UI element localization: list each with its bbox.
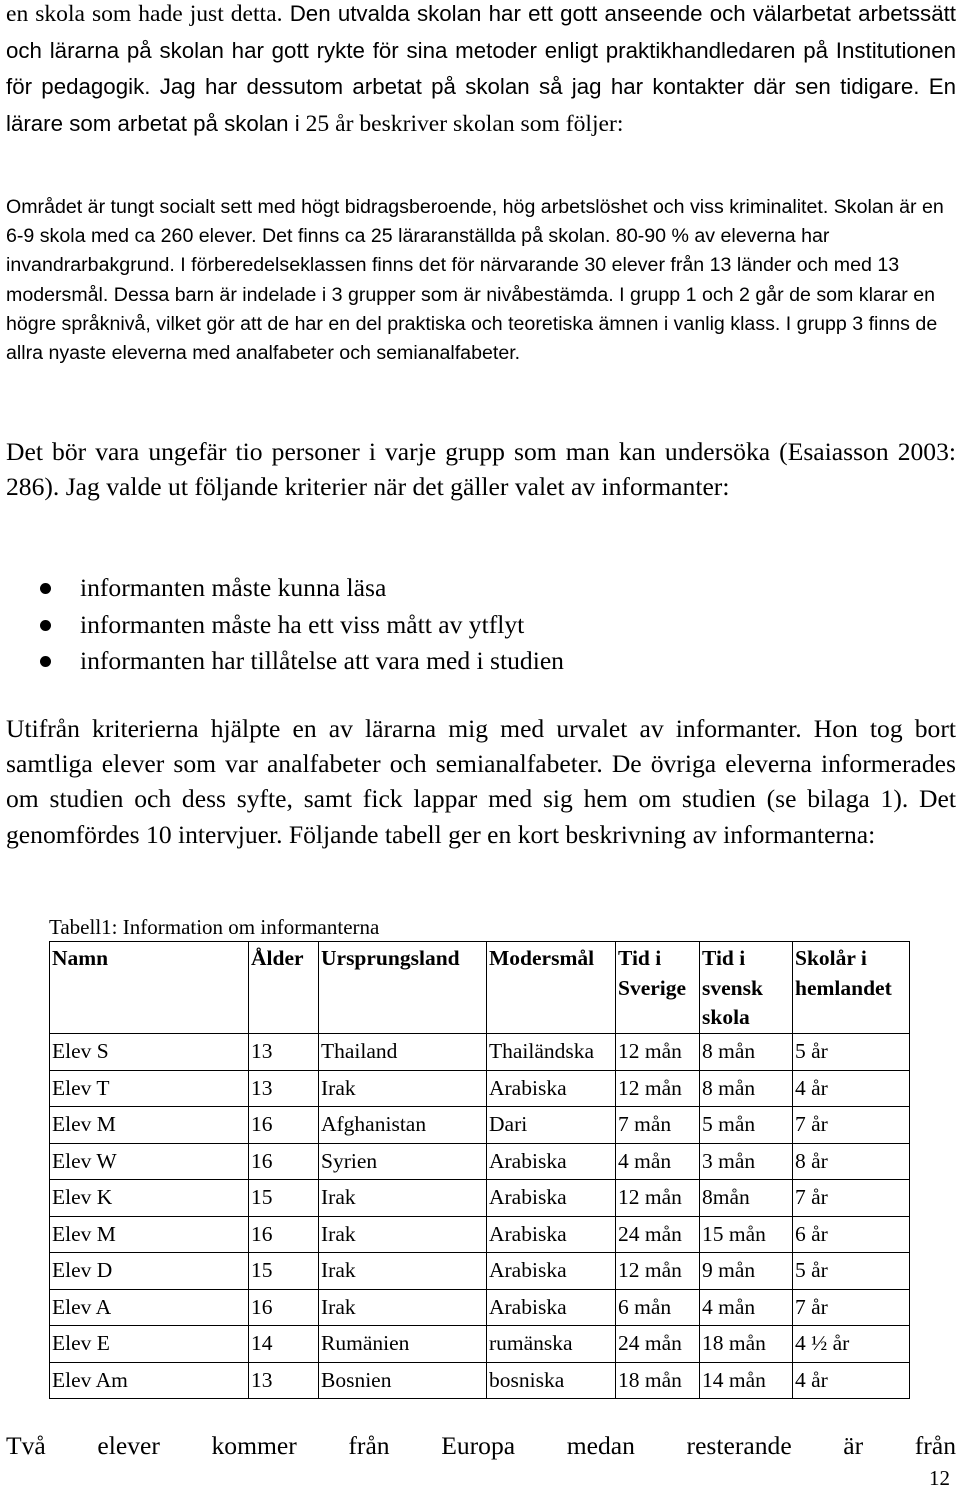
- table-cell: Arabiska: [487, 1253, 616, 1290]
- bullet-icon: [40, 620, 51, 631]
- table-header-cell: Tid i svensk skola: [700, 942, 793, 1034]
- table-header-row: [50, 942, 910, 1034]
- intro-serif-tail: 25 år beskriver skolan som följer:: [299, 110, 624, 137]
- table-body: [50, 1034, 910, 1399]
- table-cell: Syrien: [319, 1143, 487, 1180]
- table-cell: Arabiska: [487, 1289, 616, 1326]
- criteria-text: informanten har tillåtelse att vara med i studien: [80, 646, 564, 675]
- table-cell: 15: [249, 1253, 319, 1290]
- table-header-cell: Namn: [50, 942, 249, 1034]
- table-cell: Arabiska: [487, 1070, 616, 1107]
- table-row: [50, 1289, 910, 1326]
- table-cell: Elev S: [50, 1034, 249, 1071]
- final-line: Två elever kommer från Europa medan resterande är från: [6, 1431, 956, 1460]
- table-cell: 7 år: [793, 1107, 910, 1144]
- table-row: [50, 1216, 910, 1253]
- table-cell: Arabiska: [487, 1216, 616, 1253]
- bullet-icon: [40, 583, 51, 594]
- table-cell: 18 mån: [616, 1362, 700, 1399]
- page-number: 12: [929, 1466, 950, 1490]
- table-cell: Afghanistan: [319, 1107, 487, 1144]
- table-cell: 13: [249, 1070, 319, 1107]
- table-cell: 7 mån: [616, 1107, 700, 1144]
- table-cell: 15 mån: [700, 1216, 793, 1253]
- table-cell: 9 mån: [700, 1253, 793, 1290]
- table-row: [50, 1070, 910, 1107]
- table-header-cell: Skolår i hemlandet: [793, 942, 910, 1034]
- table-cell: 13: [249, 1034, 319, 1071]
- table-cell: 8 mån: [700, 1034, 793, 1071]
- table-cell: 4 ½ år: [793, 1326, 910, 1363]
- table-cell: 4 år: [793, 1070, 910, 1107]
- table-cell: Thailand: [319, 1034, 487, 1071]
- table-cell: Elev D: [50, 1253, 249, 1290]
- table-cell: Irak: [319, 1070, 487, 1107]
- table-cell: 5 år: [793, 1034, 910, 1071]
- intro-paragraph: [6, 0, 956, 142]
- table-cell: Elev A: [50, 1289, 249, 1326]
- bullet-icon: [40, 656, 51, 667]
- table-cell: Elev Am: [50, 1362, 249, 1399]
- table-cell: Elev W: [50, 1143, 249, 1180]
- table-cell: Irak: [319, 1289, 487, 1326]
- criteria-text: informanten måste kunna läsa: [80, 573, 387, 602]
- table-cell: 18 mån: [700, 1326, 793, 1363]
- table-cell: 6 mån: [616, 1289, 700, 1326]
- table-cell: 7 år: [793, 1180, 910, 1217]
- table-cell: Arabiska: [487, 1143, 616, 1180]
- informant-table: [49, 941, 910, 1399]
- table-cell: Elev K: [50, 1180, 249, 1217]
- table-cell: 7 år: [793, 1289, 910, 1326]
- table-cell: 15: [249, 1180, 319, 1217]
- table-cell: 12 mån: [616, 1253, 700, 1290]
- table-cell: Rumänien: [319, 1326, 487, 1363]
- table-cell: Elev M: [50, 1107, 249, 1144]
- table-cell: Thailändska: [487, 1034, 616, 1071]
- table-cell: Irak: [319, 1253, 487, 1290]
- table-caption: Tabell1: Information om informanterna: [49, 915, 380, 939]
- table-cell: 4 mån: [616, 1143, 700, 1180]
- table-cell: 14 mån: [700, 1362, 793, 1399]
- table-cell: 16: [249, 1216, 319, 1253]
- table-cell: Irak: [319, 1216, 487, 1253]
- table-cell: 16: [249, 1107, 319, 1144]
- table-header-cell: Ålder: [249, 942, 319, 1034]
- table-cell: bosniska: [487, 1362, 616, 1399]
- school-description-quote: Området är tungt socialt sett med högt bidragsberoende, hög arbetslöshet och viss kriminalitet. Skolan är en 6-9 skola med ca 260 elever. Det finns ca 25 läraranställda på skolan. 80-90 % av eleverna har invandrarbakgrund. I förberedelseklassen finns det för närvarande 30 elever från 13 länder och med 13 modersmål. Dessa barn är indelade i 3 grupper som är nivåbestämda. I grupp 1 och 2 går de som klarar en högre språknivå, vilket gör att de har en del praktiska och teoretiska ämnen i vanlig klass. I grupp 3 finns de allra nyaste eleverna med analfabeter och semianalfabeter.: [6, 196, 944, 365]
- table-cell: 4 år: [793, 1362, 910, 1399]
- informant-paragraph: Utifrån kriterierna hjälpte en av lärarna mig med urvalet av informanter. Hon tog bort samtliga elever som var analfabeter och semianalfabeter. De övriga eleverna informerades om studien och dess syfte, samt fick lappar med sig hem om studien (se bilaga 1). Det genomfördes 10 intervjuer. Följande tabell ger en kort beskrivning av informanterna:: [6, 714, 956, 849]
- table-row: [50, 1034, 910, 1071]
- table-row: [50, 1107, 910, 1144]
- criteria-item: [6, 607, 956, 644]
- table-row: [50, 1362, 910, 1399]
- table-cell: 16: [249, 1143, 319, 1180]
- table-cell: 14: [249, 1326, 319, 1363]
- table-cell: 16: [249, 1289, 319, 1326]
- selection-paragraph: Det bör vara ungefär tio personer i varje grupp som man kan undersöka (Esaiasson 2003: 286). Jag valde ut följande kriterier när det gäller valet av informanter:: [6, 437, 956, 501]
- table-row: [50, 1326, 910, 1363]
- table-cell: 24 mån: [616, 1326, 700, 1363]
- table-cell: 12 mån: [616, 1034, 700, 1071]
- table-cell: 8 år: [793, 1143, 910, 1180]
- intro-sans-body: Den utvalda skolan har ett gott anseende och välarbetat arbetssätt och lärarna på skolan har gott rykte för sina metoder enligt praktikhandledaren på Institutionen för pedagogik. Jag har dessutom arbetat på skolan så jag har kontakter där sen tidigare. En lärare som arbetat på skolan i: [6, 1, 956, 136]
- table-cell: Arabiska: [487, 1180, 616, 1217]
- intro-serif-lead: en skola som hade just detta.: [6, 1, 283, 27]
- table-cell: rumänska: [487, 1326, 616, 1363]
- table-cell: Elev E: [50, 1326, 249, 1363]
- table-cell: Dari: [487, 1107, 616, 1144]
- table-cell: 6 år: [793, 1216, 910, 1253]
- criteria-text: informanten måste ha ett viss mått av ytflyt: [80, 609, 525, 639]
- table-cell: 12 mån: [616, 1070, 700, 1107]
- table-cell: Elev T: [50, 1070, 249, 1107]
- table-cell: 5 år: [793, 1253, 910, 1290]
- table-cell: Bosnien: [319, 1362, 487, 1399]
- table-cell: 5 mån: [700, 1107, 793, 1144]
- table-cell: 3 mån: [700, 1143, 793, 1180]
- table-header-cell: Tid i Sverige: [616, 942, 700, 1034]
- criteria-item: [6, 570, 956, 607]
- table-row: [50, 1253, 910, 1290]
- table-cell: Elev M: [50, 1216, 249, 1253]
- table-header-cell: Modersmål: [487, 942, 616, 1034]
- criteria-list: [6, 570, 956, 680]
- table-cell: 8 mån: [700, 1070, 793, 1107]
- table-cell: 13: [249, 1362, 319, 1399]
- table-row: [50, 1180, 910, 1217]
- table-cell: 12 mån: [616, 1180, 700, 1217]
- table-cell: Irak: [319, 1180, 487, 1217]
- criteria-item: [6, 643, 956, 680]
- table-cell: 4 mån: [700, 1289, 793, 1326]
- table-cell: 8mån: [700, 1180, 793, 1217]
- table-row: [50, 1143, 910, 1180]
- table-header-cell: Ursprungsland: [319, 942, 487, 1034]
- table-cell: 24 mån: [616, 1216, 700, 1253]
